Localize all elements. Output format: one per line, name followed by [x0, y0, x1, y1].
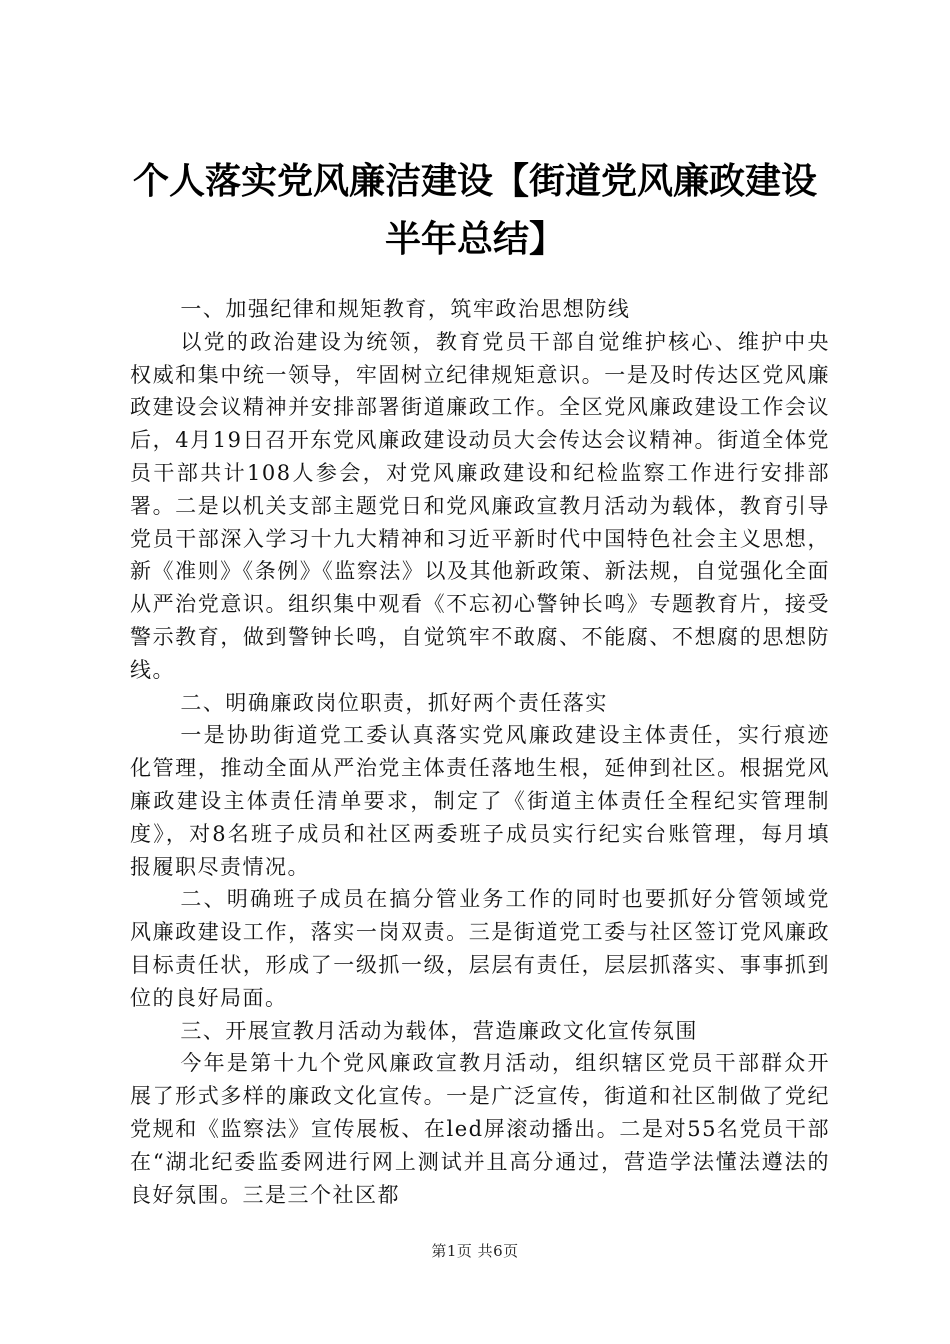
- paragraph-4: 今年是第十九个党风廉政宣教月活动，组织辖区党员干部群众开展了形式多样的廉政文化宣传。一是广泛宣传，街道和社区制做了党纪党规和《监察法》宣传展板、在led屏滚动播出。二是对55名党员干部在“湖北纪委监委网进行网上测试并且高分通过，营造学法懂法遵法的良好氛围。三是三个社区都: [130, 1051, 830, 1207]
- paragraph-2: 一是协助街道党工委认真落实党风廉政建设主体责任，实行痕迹化管理，推动全面从严治党主体责任落地生根，延伸到社区。根据党风廉政建设主体责任清单要求，制定了《街道主体责任全程纪实管理制度》，对8名班子成员和社区两委班子成员实行纪实台账管理，每月填报履职尽责情况。: [130, 723, 830, 879]
- section-heading-2: 二、明确廉政岗位职责，抓好两个责任落实: [180, 690, 608, 715]
- paragraph-3: 二、明确班子成员在搞分管业务工作的同时也要抓好分管领域党风廉政建设工作，落实一岗双责。三是街道党工委与社区签订党风廉政目标责任状，形成了一级抓一级，层层有责任，层层抓落实、事事抓到位的良好局面。: [130, 887, 830, 1010]
- section-heading-1: 一、加强纪律和规矩教育，筑牢政治思想防线: [180, 297, 631, 321]
- document-title: 个人落实党风廉洁建设【街道党风廉政建设半年总结】: [132, 161, 817, 260]
- section-heading-3: 三、开展宣教月活动为载体，营造廉政文化宣传氛围: [180, 1018, 698, 1043]
- paragraph-1: 以党的政治建设为统领，教育党员干部自觉维护核心、维护中央权威和集中统一领导，牢固树立纪律规矩意识。一是及时传达区党风廉政建设会议精神并安排部署街道廉政工作。全区党风廉政建设工作会议后，4月19日召开东党风廉政建设动员大会传达会议精神。街道全体党员干部共计108人参会，对党风廉政建设和纪检监察工作进行安排部署。二是以机关支部主题党日和党风廉政宣教月活动为载体，教育引导党员干部深入学习十九大精神和习近平新时代中国特色社会主义思想，新《准则》《条例》《监察法》以及其他新政策、新法规，自觉强化全面从严治党意识。组织集中观看《不忘初心警钟长鸣》专题教育片，接受警示教育，做到警钟长鸣，自觉筑牢不敢腐、不能腐、不想腐的思想防线。: [130, 329, 830, 682]
- document-body: [130, 293, 830, 1211]
- page-number-footer: 第1页 共6页: [431, 1242, 519, 1260]
